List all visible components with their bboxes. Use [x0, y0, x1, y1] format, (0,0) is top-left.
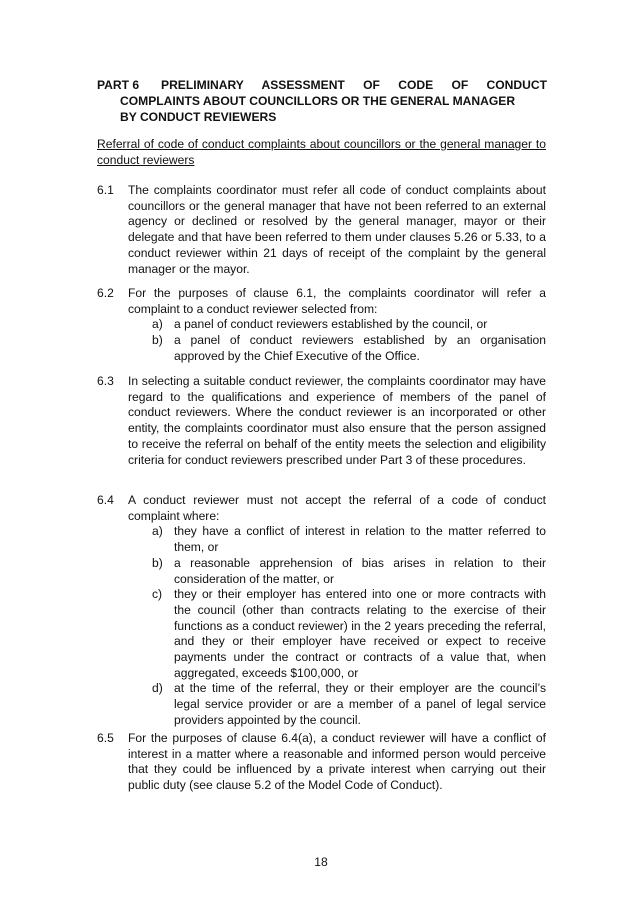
part-number: PART 6: [97, 78, 140, 92]
part-heading: [97, 77, 547, 125]
list-item-text: a reasonable apprehension of bias arises in relation to their consideration of the matter, or: [174, 555, 546, 586]
clause-6-2: [97, 286, 546, 365]
clause-number: 6.1: [97, 183, 114, 197]
section-heading: Referral of code of conduct complaints about councillors or the general manager to conduct reviewers: [97, 137, 546, 167]
clause-6-1: [97, 183, 546, 277]
list-item-text: at the time of the referral, they or their employer are the council’s legal service provider or are a member of a panel of legal service providers appointed by the council.: [174, 681, 546, 727]
list-item: [152, 556, 546, 587]
list-item: [152, 333, 546, 364]
clause-number: 6.2: [97, 286, 114, 300]
clause-6-5: [97, 731, 546, 794]
clause-text: For the purposes of clause 6.4(a), a conduct reviewer will have a conflict of interest in a matter where a reasonable and informed person would perceive that they could be influenced by a private interest when carrying out their public duty (see clause 5.2 of the Model Code of Conduct).: [128, 731, 546, 793]
clause-text: In selecting a suitable conduct reviewer, the complaints coordinator may have regard to the qualifications and experience of members of the panel of conduct reviewers. Where the conduct reviewer is an incorporated or other entity, the complaints coordinator must also ensure that the person assigned to receive the referral on behalf of the entity meets the selection and eligibility criteria for conduct reviewers prescribed under Part 3 of these procedures.: [128, 374, 546, 467]
sub-list: [152, 524, 546, 728]
list-item: [152, 317, 546, 333]
clause-text: The complaints coordinator must refer all code of conduct complaints about councillors or the general manager that have not been referred to an external agency or declined or resolved by the general manager, mayor or their delegate and that have been referred to them under clauses 5.26 or 5.33, to a conduct reviewer within 21 days of receipt of the complaint by the general manager or the mayor.: [128, 183, 546, 276]
clause-text: A conduct reviewer must not accept the referral of a code of conduct complaint where:: [128, 493, 546, 523]
list-item-letter: b): [152, 555, 163, 570]
clause-text: For the purposes of clause 6.1, the complaints coordinator will refer a complaint to a conduct reviewer selected from:: [128, 286, 546, 316]
list-item-text: a panel of conduct reviewers established by the council, or: [174, 317, 488, 332]
clause-number: 6.5: [97, 731, 114, 745]
list-item-text: they or their employer has entered into one or more contracts with the council (other than contracts relating to the exercise of their functions as a conduct reviewer) in the 2 years preceding the referral, and they or their employer have received or expect to receive payments under the contract or contracts of a value that, when aggregated, exceeds $100,000, or: [174, 587, 546, 680]
part-title-line-2: COMPLAINTS ABOUT COUNCILLORS OR THE GENERAL MANAGER: [120, 94, 516, 108]
list-item: [152, 587, 546, 681]
list-item: [152, 681, 546, 728]
part-title-line-3: BY CONDUCT REVIEWERS: [120, 110, 277, 124]
list-item-text: a panel of conduct reviewers established by an organisation approved by the Chief Executive of the Office.: [174, 333, 546, 363]
list-item-letter: b): [152, 333, 163, 348]
list-item-letter: c): [152, 587, 163, 602]
list-item: [152, 524, 546, 555]
list-item-letter: d): [152, 681, 163, 696]
list-item-letter: a): [152, 524, 163, 539]
clause-6-3: [97, 374, 546, 468]
part-title-line-1: PRELIMINARY ASSESSMENT OF CODE OF CONDUCT: [161, 78, 547, 92]
list-item-letter: a): [152, 317, 163, 332]
clause-6-4: [97, 493, 546, 729]
list-item-text: they have a conflict of interest in relation to the matter referred to them, or: [174, 524, 546, 555]
clause-number: 6.3: [97, 374, 114, 388]
clause-number: 6.4: [97, 493, 114, 507]
page-number: 18: [314, 855, 328, 869]
sub-list: [152, 317, 546, 364]
